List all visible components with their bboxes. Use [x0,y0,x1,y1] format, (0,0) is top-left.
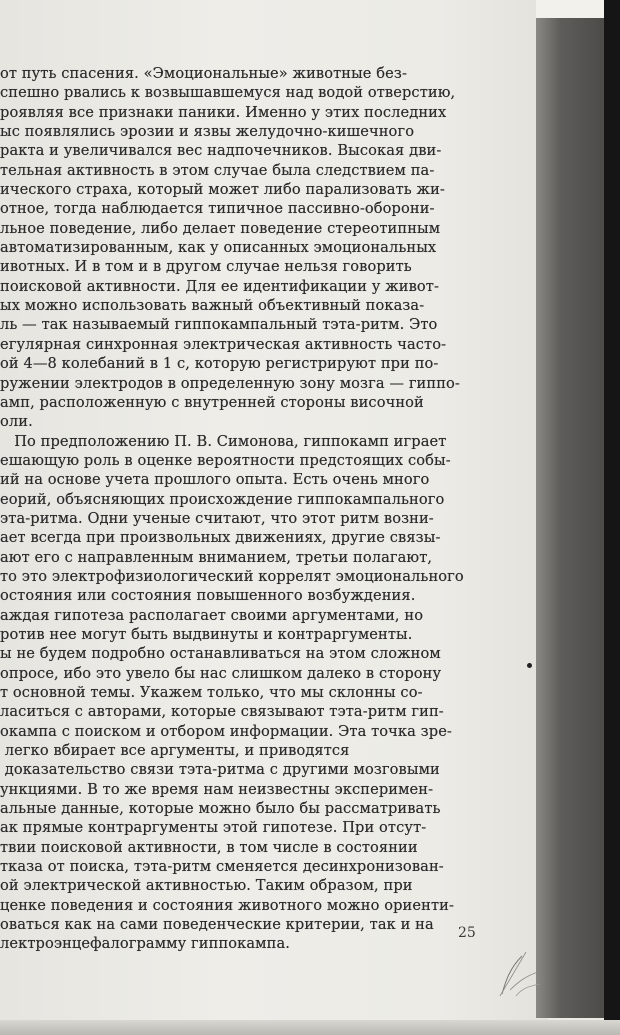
text-line: ракта и увеличивался вес надпочечников. Высокая дви- [0,142,442,160]
text-line: ружении электродов в определенную зону мозга — гиппо- [0,374,460,392]
text-line: лектроэнцефалограмму гиппокампа. [0,935,291,953]
text-line: ласиться с авторами, которые связывают тэта-ритм гип- [0,703,444,721]
text-line: аждая гипотеза располагает своими аргументами, но [0,606,424,624]
text-line: поисковой активности. Для ее идентификации у живот- [0,277,439,295]
corner-scribble-mark [496,946,542,998]
text-line: доказательство связи тэта-ритма с другими мозговыми [0,761,440,779]
text-line: ценке поведения и состояния животного можно ориенти- [0,896,454,914]
text-line: По предположению П. В. Симонова, гиппокамп играет [0,432,447,450]
text-line: тказа от поиска, тэта-ритм сменяется десинхронизован- [0,858,444,876]
scanner-edge [604,0,620,1035]
text-line: легко вбирает все аргументы, и приводятся [0,742,350,760]
page-number: 25 [458,925,476,941]
text-line: ой 4—8 колебаний в 1 с, которую регистрируют при по- [0,355,439,373]
text-line: отное, тогда наблюдается типичное пассивно-оборони- [0,200,435,218]
bottom-edge [0,1020,620,1035]
text-line: т основной темы. Укажем только, что мы склонны со- [0,684,423,701]
text-line: егулярная синхронная электрическая активность часто- [0,335,447,353]
text-line: ий на основе учета прошлого опыта. Есть очень много [0,471,430,489]
text-line: окампа с поиском и отбором информации. Эта точка зре- [0,722,452,740]
text-line: ают его с направленным вниманием, третьи полагают, [0,548,433,566]
text-line: ыс появлялись эрозии и язвы желудочно-кишечного [0,123,415,141]
text-line: ль — так называемый гиппокампальный тэта-ритм. Это [0,316,438,334]
text-line: альные данные, которые можно было бы рассматривать [0,800,441,818]
text-line: ой электрической активностью. Таким образом, при [0,877,413,895]
text-line: амп, расположенную с внутренней стороны височной [0,393,424,411]
text-line: остояния или состояния повышенного возбуждения. [0,587,416,605]
body-text [0,64,580,954]
text-line: льное поведение, либо делает поведение стереотипным [0,219,441,237]
text-line: тельная активность в этом случае была следствием па- [0,161,435,179]
text-line: оли. [0,413,33,431]
text-line: ает всегда при произвольных движениях, другие связы- [0,529,441,547]
ink-speck [527,663,532,668]
text-line: то это электрофизиологический коррелят эмоционального [0,567,464,585]
text-line: оваться как на сами поведенческие критерии, так и на [0,916,434,934]
text-line: эта-ритма. Одни ученые считают, что этот ритм возни- [0,509,434,527]
text-line: ешающую роль в оценке вероятности предстоящих собы- [0,451,451,469]
text-line: ы не будем подробно останавливаться на этом сложном [0,645,441,663]
text-line: автоматизированным, как у описанных эмоциональных [0,239,437,257]
text-line: ического страха, который может либо парализовать жи- [0,181,445,199]
text-line: от путь спасения. «Эмоциональные» животные без- [0,65,407,82]
text-line: роявляя все признаки паники. Именно у этих последних [0,103,447,121]
text-line: спешно рвались к возвышавшемуся над водой отверстию, [0,84,456,102]
text-line: еорий, объясняющих происхождение гиппокампального [0,490,445,508]
text-line: твии поисковой активности, в том числе в состоянии [0,838,418,856]
text-line: опросе, ибо это увело бы нас слишком далеко в сторону [0,664,442,682]
text-line: ункциями. В то же время нам неизвестны эксперимен- [0,780,434,798]
text-line: ротив нее могут быть выдвинуты и контраргументы. [0,625,413,643]
text-line: ак прямые контраргументы этой гипотезе. При отсут- [0,819,427,837]
text-line: ых можно использовать важный объективный показа- [0,297,425,315]
text-line: ивотных. И в том и в другом случае нельзя говорить [0,258,412,276]
